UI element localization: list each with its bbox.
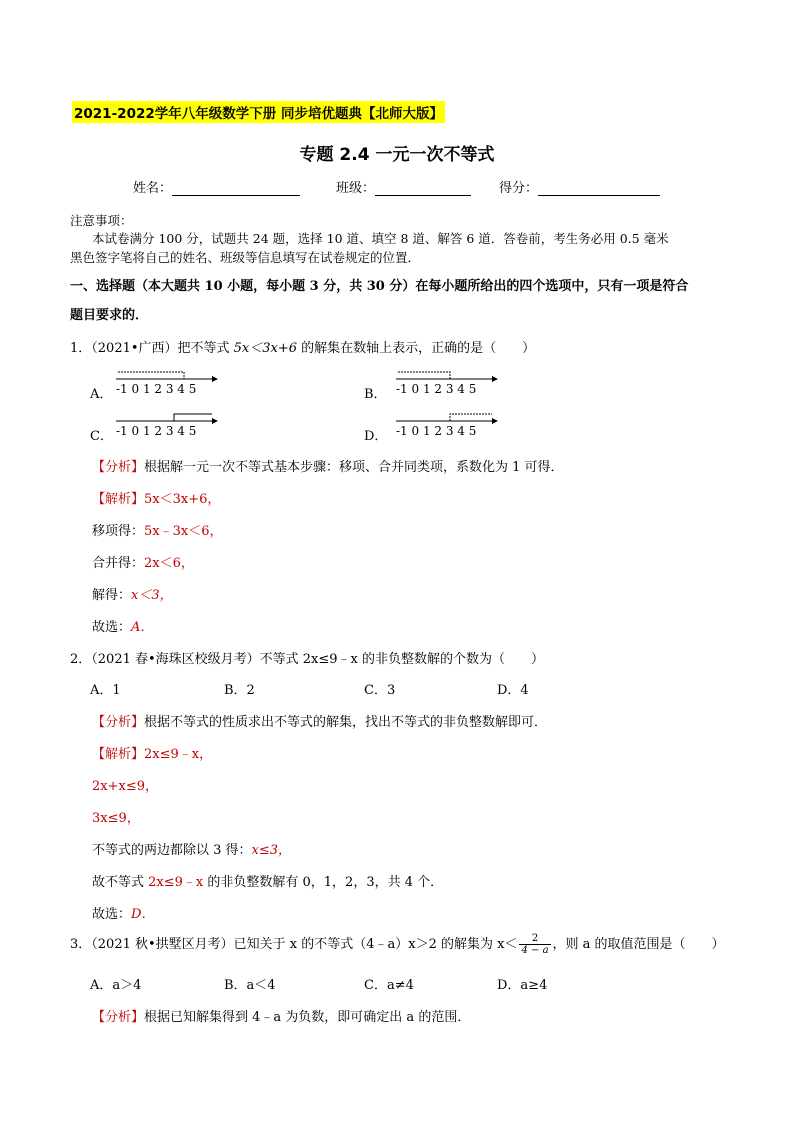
q2-analysis-tag: 【分析】 xyxy=(92,715,145,730)
name-field[interactable] xyxy=(133,177,300,196)
score-underline[interactable] xyxy=(538,182,660,196)
q1-option-d-label[interactable]: D． xyxy=(364,429,388,444)
q3-fraction: $\frac{2}{4 - a}$ xyxy=(521,933,549,956)
q3-analysis-tag: 【分析】 xyxy=(92,1010,145,1025)
class-field[interactable] xyxy=(336,177,471,196)
q2-solution-tag: 【解析】 xyxy=(92,747,145,762)
q1-step-solve: 解得：x＜3， xyxy=(92,588,173,603)
header-banner: 2021-2022学年八年级数学下册 同步培优题典【北师大版】 xyxy=(72,101,445,123)
q3-option-a[interactable]: A．a＞4 xyxy=(90,978,142,993)
q3-option-b[interactable]: B．a＜4 xyxy=(224,978,276,993)
q1-option-d-ticks: -1 0 1 2 3 4 5 xyxy=(396,424,477,438)
q1-option-c-ticks: -1 0 1 2 3 4 5 xyxy=(116,424,197,438)
q1-option-a-ticks: -1 0 1 2 3 4 5 xyxy=(116,382,197,396)
q1-answer: 故选：A． xyxy=(92,620,154,635)
name-underline[interactable] xyxy=(172,182,300,196)
score-label: 得分： xyxy=(499,181,539,196)
q1-solution-tag: 【解析】 xyxy=(92,492,145,507)
q1-option-b-ticks: -1 0 1 2 3 4 5 xyxy=(396,382,477,396)
q2-option-b[interactable]: B．2 xyxy=(224,683,255,698)
section-heading-line-1: 一、选择题（本大题共 10 小题，每小题 3 分，共 30 分）在每小题所给出的四个选项中，只有一项是符合 xyxy=(70,279,689,294)
q2-answer: 故选：D． xyxy=(92,907,155,922)
q3-option-d[interactable]: D．a≥4 xyxy=(497,978,548,993)
q1-step-move: 移项得：5x﹣3x＜6， xyxy=(92,524,223,539)
notice-line-2: 黑色签字笔将自己的姓名、班级等信息填写在试卷规定的位置． xyxy=(70,250,421,265)
q3-analysis: 【分析】根据已知解集得到 4﹣a 为负数，即可确定出 a 的范围． xyxy=(92,1010,471,1025)
page-title: 专题 2.4 一元一次不等式 xyxy=(299,145,495,165)
q2-analysis: 【分析】根据不等式的性质求出不等式的解集，找出不等式的非负整数解即可． xyxy=(92,715,548,730)
q1-option-d-numberline[interactable] xyxy=(392,409,502,439)
q2-solution: 【解析】2x≤9﹣x， xyxy=(92,747,213,762)
q2-option-d[interactable]: D．4 xyxy=(497,683,529,698)
q1-inequality: 5x＜3x+6 xyxy=(233,341,298,356)
q1-option-c-label[interactable]: C． xyxy=(90,429,113,444)
class-label: 班级： xyxy=(336,181,376,196)
q3-option-c[interactable]: C．a≠4 xyxy=(364,978,414,993)
q2-stem: 2．（2021 春•海珠区校级月考）不等式 2x≤9﹣x 的非负整数解的个数为（ ） xyxy=(70,652,545,667)
notice-title: 注意事项： xyxy=(70,213,133,228)
q1-solution: 【解析】5x＜3x+6， xyxy=(92,492,221,507)
q1-option-c-numberline[interactable] xyxy=(112,409,222,439)
name-label: 姓名： xyxy=(133,181,173,196)
q1-option-a-label[interactable]: A． xyxy=(90,387,113,402)
q2-step-2: 2x+x≤9， xyxy=(92,779,158,794)
notice-line-1: 本试卷满分 100 分，试题共 24 题，选择 10 道、填空 8 道、解答 6 道．答卷前，考生务必用 0.5 毫米 xyxy=(92,231,669,246)
q2-step-5: 故不等式 2x≤9﹣x 的非负整数解有 0，1，2，3，共 4 个． xyxy=(92,875,444,890)
section-heading-line-2: 题目要求的． xyxy=(70,308,149,323)
score-field[interactable] xyxy=(499,177,660,196)
q2-option-a[interactable]: A．1 xyxy=(90,683,121,698)
q2-option-c[interactable]: C．3 xyxy=(364,683,396,698)
q1-option-a-numberline[interactable] xyxy=(112,367,222,397)
q1-analysis: 【分析】根据解一元一次不等式基本步骤：移项、合并同类项，系数化为 1 可得． xyxy=(92,460,564,475)
q2-step-4: 不等式的两边都除以 3 得：x≤3， xyxy=(92,843,292,858)
q1-step-combine: 合并得：2x＜6， xyxy=(92,556,194,571)
q2-step-3: 3x≤9， xyxy=(92,811,140,826)
q1-analysis-tag: 【分析】 xyxy=(92,460,145,475)
q1-stem: 1．（2021•广西）把不等式 5x＜3x+6 的解集在数轴上表示，正确的是（ ） xyxy=(70,341,536,356)
q3-stem: 3．（2021 秋•拱墅区月考）已知关于 x 的不等式（4﹣a）x＞2 的解集为 x＜ $\frac{2}{4 - a}$ ，则 a 的取值范围是（ ） xyxy=(70,933,725,956)
q1-option-b-numberline[interactable] xyxy=(392,367,502,397)
q1-option-b-label[interactable]: B． xyxy=(364,387,387,402)
class-underline[interactable] xyxy=(375,182,471,196)
